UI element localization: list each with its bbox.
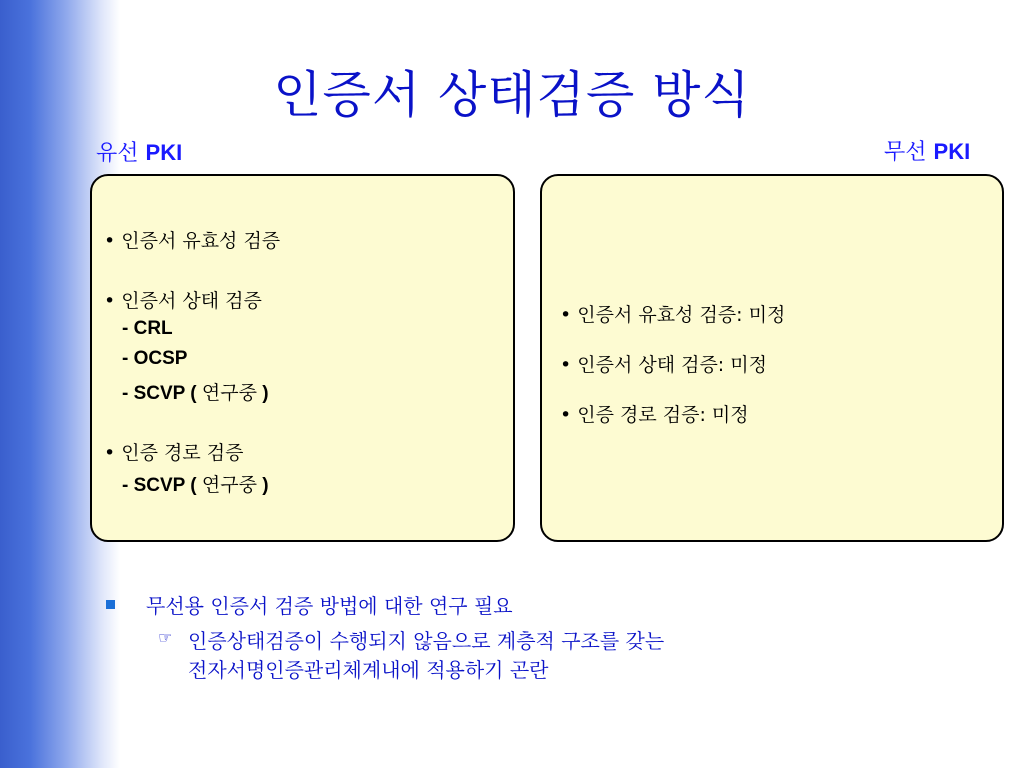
- wired-item-status: • 인증서 상태 검증: [104, 290, 262, 312]
- wireless-item-validity: • 인증서 유효성 검증: 미정: [560, 304, 786, 326]
- scvp-prefix: - SCVP (: [122, 383, 197, 404]
- path-scvp-suffix: ): [262, 475, 269, 496]
- wireless-item-status: • 인증서 상태 검증: 미정: [560, 354, 767, 376]
- scvp-suffix: ): [262, 383, 269, 404]
- wired-pki-label: [96, 136, 182, 167]
- hand-pointing-icon: ☞: [158, 628, 173, 647]
- wireless-item-path: • 인증 경로 검증: 미정: [560, 404, 749, 426]
- note-sub-line1: 인증상태검증이 수행되지 않음으로 계층적 구조를 갖는: [188, 629, 665, 653]
- wireless-label-kr: 무선: [884, 140, 927, 165]
- wired-status-ocsp: - OCSP: [122, 348, 188, 369]
- wireless-pki-panel: [540, 174, 1004, 542]
- wired-label-en: PKI: [145, 140, 183, 165]
- note-main: 무선용 인증서 검증 방법에 대한 연구 필요: [146, 594, 513, 618]
- wired-label-kr: 유선: [96, 141, 139, 166]
- path-scvp-prefix: - SCVP (: [122, 475, 197, 496]
- wireless-label-en: PKI: [933, 139, 971, 164]
- square-bullet-icon: [106, 600, 115, 609]
- wired-pki-panel: [90, 174, 515, 542]
- path-scvp-research: 연구중: [201, 474, 257, 496]
- wired-path-scvp: [122, 470, 269, 497]
- wired-item-validity: • 인증서 유효성 검증: [104, 230, 281, 252]
- wired-status-crl: - CRL: [122, 318, 173, 339]
- wireless-pki-label: [884, 135, 970, 166]
- note-sub-line2: 전자서명인증관리체계내에 적용하기 곤란: [188, 658, 549, 682]
- wired-status-scvp: [122, 378, 269, 405]
- wired-item-path: • 인증 경로 검증: [104, 442, 244, 464]
- scvp-research: 연구중: [201, 382, 257, 404]
- slide-title: 인증서 상태검증 방식: [273, 66, 751, 124]
